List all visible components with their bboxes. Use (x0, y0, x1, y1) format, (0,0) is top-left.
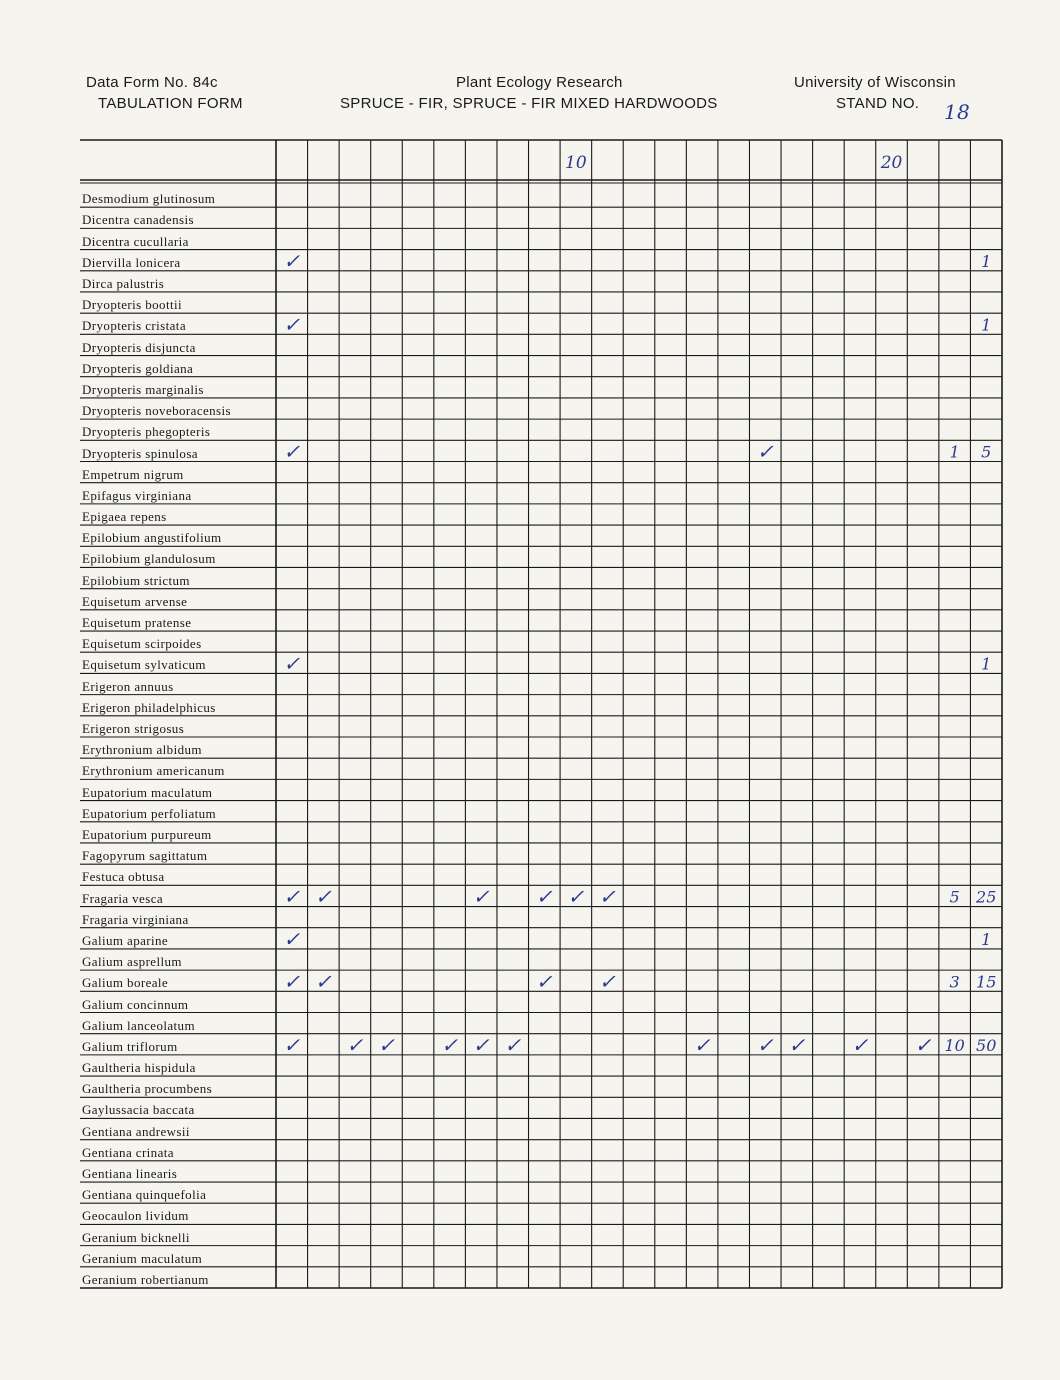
check-mark: ✓ (851, 1032, 869, 1057)
university-name: University of Wisconsin (794, 74, 956, 91)
check-mark: ✓ (314, 969, 332, 994)
check-mark: ✓ (314, 884, 332, 909)
species-name: Epilobium glandulosum (82, 551, 216, 567)
check-mark: ✓ (567, 884, 585, 909)
community-title: SPRUCE - FIR, SPRUCE - FIR MIXED HARDWOODS (340, 95, 718, 112)
species-name: Eupatorium purpureum (82, 826, 212, 842)
species-name: Gaylussacia baccata (82, 1102, 195, 1118)
species-name: Epifagus virginiana (82, 487, 192, 503)
species-name: Erigeron annuus (82, 678, 174, 694)
check-mark: ✓ (283, 651, 301, 676)
check-mark: ✓ (756, 1032, 774, 1057)
form-number: Data Form No. 84c (86, 74, 218, 91)
frequency-count: 10 (944, 1035, 965, 1055)
organization-title: Plant Ecology Research (456, 74, 623, 91)
species-name: Galium triflorum (82, 1038, 178, 1054)
frequency-total: 15 (976, 972, 997, 992)
check-mark: ✓ (693, 1032, 711, 1057)
check-mark: ✓ (283, 439, 301, 464)
species-name: Gentiana quinquefolia (82, 1187, 207, 1203)
check-mark: ✓ (472, 884, 490, 909)
species-name: Gentiana crinata (82, 1144, 174, 1160)
frequency-total: 1 (981, 929, 992, 949)
species-name: Gentiana linearis (82, 1166, 178, 1182)
frequency-total: 1 (981, 654, 992, 674)
species-name: Erigeron philadelphicus (82, 699, 216, 715)
check-mark: ✓ (788, 1032, 806, 1057)
species-name: Galium lanceolatum (82, 1017, 195, 1033)
species-name: Galium aparine (82, 932, 169, 948)
check-mark: ✓ (472, 1032, 490, 1057)
check-mark: ✓ (346, 1032, 364, 1057)
frequency-count: 3 (949, 972, 960, 992)
check-mark: ✓ (283, 884, 301, 909)
species-name: Equisetum arvense (82, 593, 188, 609)
species-name: Eupatorium maculatum (82, 784, 213, 800)
species-name: Galium concinnum (82, 996, 189, 1012)
species-name: Equisetum scirpoides (82, 636, 202, 652)
species-name: Dryopteris noveboracensis (82, 403, 231, 419)
species-name: Geranium maculatum (82, 1250, 203, 1266)
species-name: Dryopteris phegopteris (82, 424, 211, 440)
form-type: TABULATION FORM (98, 95, 243, 112)
species-name: Dryopteris marginalis (82, 381, 204, 397)
species-name: Dryopteris cristata (82, 318, 186, 334)
stand-number-label: STAND NO. (836, 95, 920, 112)
species-name: Empetrum nigrum (82, 466, 184, 482)
stand-number-value: 18 (944, 100, 971, 124)
check-mark: ✓ (504, 1032, 522, 1057)
species-name: Diervilla lonicera (82, 254, 181, 270)
frequency-total: 1 (981, 251, 992, 271)
check-mark: ✓ (599, 969, 616, 994)
species-name: Dryopteris boottii (82, 297, 182, 313)
frequency-total: 5 (981, 442, 992, 462)
species-name: Dryopteris spinulosa (82, 445, 198, 461)
check-mark: ✓ (535, 884, 553, 909)
species-name: Galium asprellum (82, 954, 182, 970)
species-name: Erythronium americanum (82, 763, 225, 779)
species-name: Gaultheria hispidula (82, 1060, 196, 1076)
frequency-total: 25 (976, 887, 997, 907)
column-number-label: 20 (880, 153, 903, 173)
species-name: Gentiana andrewsii (82, 1123, 190, 1139)
species-name: Desmodium glutinosum (82, 191, 216, 207)
species-name: Dirca palustris (82, 275, 165, 291)
species-name: Dryopteris goldiana (82, 360, 194, 376)
species-name: Dryopteris disjuncta (82, 339, 196, 355)
species-name: Eupatorium perfoliatum (82, 805, 217, 821)
check-mark: ✓ (599, 884, 616, 909)
species-name: Epilobium angustifolium (82, 530, 222, 546)
species-name: Epilobium strictum (82, 572, 190, 588)
check-mark: ✓ (283, 1032, 301, 1057)
species-name: Gaultheria procumbens (82, 1081, 213, 1097)
check-mark: ✓ (914, 1032, 932, 1057)
species-name: Erythronium albidum (82, 742, 202, 758)
check-mark: ✓ (756, 439, 774, 464)
species-name: Dicentra cucullaria (82, 233, 189, 249)
species-name: Erigeron strigosus (82, 721, 185, 736)
frequency-total: 1 (981, 315, 992, 335)
check-mark: ✓ (441, 1032, 458, 1057)
species-name: Fagopyrum sagittatum (82, 848, 208, 864)
species-name: Equisetum sylvaticum (82, 657, 206, 673)
species-name: Fragaria vesca (82, 890, 164, 906)
frequency-total: 50 (976, 1035, 997, 1055)
species-name: Galium boreale (82, 975, 169, 991)
species-name: Fragaria virginiana (82, 911, 189, 927)
frequency-count: 5 (949, 887, 960, 907)
check-mark: ✓ (535, 969, 553, 994)
species-name: Equisetum pratense (82, 615, 192, 631)
check-mark: ✓ (378, 1032, 395, 1057)
check-mark: ✓ (283, 248, 301, 273)
species-name: Geranium bicknelli (82, 1229, 190, 1245)
check-mark: ✓ (283, 312, 301, 337)
check-mark: ✓ (283, 926, 301, 951)
species-name: Epigaea repens (82, 509, 167, 525)
species-name: Festuca obtusa (82, 869, 165, 885)
species-name: Dicentra canadensis (82, 212, 194, 228)
species-name: Geocaulon lividum (82, 1208, 189, 1224)
species-name: Geranium robertianum (82, 1272, 209, 1287)
column-number-label: 10 (565, 153, 587, 173)
frequency-count: 1 (949, 442, 960, 462)
check-mark: ✓ (283, 969, 301, 994)
